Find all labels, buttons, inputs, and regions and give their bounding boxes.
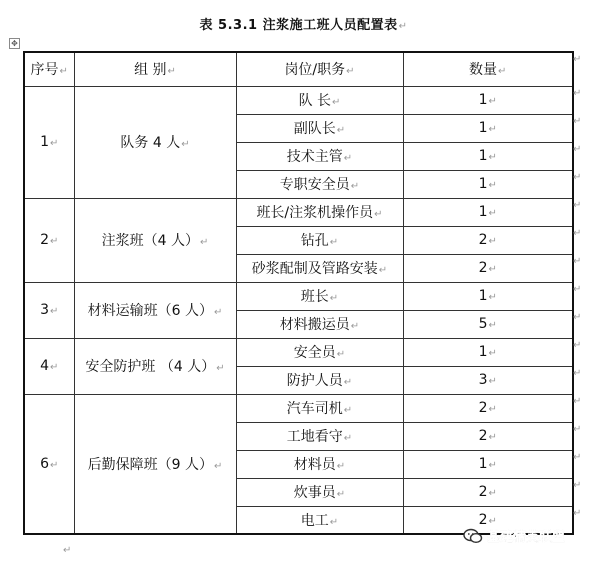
paragraph-mark: ↵ bbox=[50, 138, 59, 149]
paragraph-mark: ↵ bbox=[50, 362, 59, 373]
qty-cell bbox=[403, 338, 573, 366]
paragraph-mark: ↵ bbox=[181, 139, 190, 150]
paragraph-mark: ↵ bbox=[488, 432, 497, 443]
row-end-mark: ↵ bbox=[573, 508, 582, 519]
qty-value: 1 bbox=[478, 120, 488, 136]
paragraph-mark: ↵ bbox=[50, 236, 59, 247]
paragraph-mark: ↵ bbox=[488, 320, 497, 331]
post-cell bbox=[236, 394, 403, 422]
qty-value: 2 bbox=[478, 428, 488, 444]
watermark bbox=[463, 526, 565, 545]
paragraph-mark: ↵ bbox=[488, 236, 497, 247]
post-cell bbox=[236, 114, 403, 142]
post-name: 班长/注浆机操作员 bbox=[256, 205, 374, 221]
paragraph-mark: ↵ bbox=[488, 208, 497, 219]
paragraph-mark: ↵ bbox=[336, 349, 346, 360]
group-seq: 2 bbox=[40, 232, 50, 248]
paragraph-mark: ↵ bbox=[488, 348, 497, 359]
qty-cell bbox=[403, 114, 573, 142]
post-cell bbox=[236, 310, 403, 338]
paragraph-mark: ↵ bbox=[336, 489, 346, 500]
qty-cell bbox=[403, 310, 573, 338]
row-end-mark: ↵ bbox=[573, 368, 582, 379]
post-name: 工地看守 bbox=[286, 429, 343, 445]
post-cell bbox=[236, 338, 403, 366]
paragraph-mark: ↵ bbox=[488, 404, 497, 415]
qty-value: 1 bbox=[478, 344, 488, 360]
paragraph-mark: ↵ bbox=[332, 97, 341, 108]
row-end-mark: ↵ bbox=[573, 312, 582, 323]
table-title bbox=[0, 14, 607, 33]
paragraph-mark: ↵ bbox=[336, 461, 346, 472]
post-name: 班长 bbox=[300, 289, 329, 305]
post-name: 炊事员 bbox=[293, 485, 336, 501]
group-name-cell bbox=[74, 282, 236, 338]
paragraph-mark: ↵ bbox=[329, 516, 339, 528]
group-name-cell bbox=[74, 86, 236, 198]
paragraph-mark: ↵ bbox=[336, 125, 346, 136]
group-name-cell bbox=[74, 394, 236, 534]
qty-value: 2 bbox=[478, 511, 488, 528]
post-name: 防护人员 bbox=[286, 373, 343, 389]
qty-cell bbox=[403, 86, 573, 114]
paragraph-mark: ↵ bbox=[343, 405, 353, 416]
row-end-mark: ↵ bbox=[573, 116, 582, 127]
post-name: 电工 bbox=[300, 512, 329, 529]
qty-value: 1 bbox=[478, 456, 488, 472]
post-name: 材料员 bbox=[293, 457, 336, 473]
post-cell bbox=[236, 422, 403, 450]
qty-cell bbox=[403, 170, 573, 198]
header-qty: 数量↵ bbox=[403, 52, 573, 86]
group-seq-cell bbox=[24, 394, 74, 534]
post-cell bbox=[236, 226, 403, 254]
post-name: 专职安全员 bbox=[279, 177, 350, 193]
post-cell bbox=[236, 506, 403, 534]
row-end-mark: ↵ bbox=[573, 200, 582, 211]
group-name: 注浆班（4 人） bbox=[101, 233, 199, 249]
group-seq-cell bbox=[24, 338, 74, 394]
post-cell bbox=[236, 86, 403, 114]
row-end-mark: ↵ bbox=[573, 452, 582, 463]
qty-value: 1 bbox=[478, 288, 488, 304]
trailing-paragraph-mark: ↵ bbox=[63, 545, 72, 556]
paragraph-mark: ↵ bbox=[50, 459, 59, 471]
row-end-mark: ↵ bbox=[573, 256, 582, 267]
paragraph-mark: ↵ bbox=[488, 376, 497, 387]
qty-value: 3 bbox=[478, 372, 488, 388]
group-seq: 3 bbox=[40, 302, 50, 318]
paragraph-mark: ↵ bbox=[343, 433, 353, 444]
group-name: 材料运输班（6 人） bbox=[87, 303, 213, 319]
paragraph-mark: ↵ bbox=[488, 96, 497, 107]
group-seq: 6 bbox=[40, 455, 50, 472]
qty-cell bbox=[403, 422, 573, 450]
group-name: 后勤保障班（9 人） bbox=[87, 456, 213, 473]
table-row bbox=[24, 282, 573, 310]
qty-value: 2 bbox=[478, 400, 488, 416]
group-seq-cell bbox=[24, 198, 74, 282]
paragraph-mark: ↵ bbox=[378, 265, 388, 276]
paragraph-mark: ↵ bbox=[488, 460, 497, 471]
qty-cell bbox=[403, 282, 573, 310]
post-name: 安全员 bbox=[293, 345, 336, 361]
row-end-mark: ↵ bbox=[573, 172, 582, 183]
paragraph-mark: ↵ bbox=[488, 264, 497, 275]
paragraph-mark: ↵ bbox=[350, 181, 360, 192]
group-seq-cell bbox=[24, 282, 74, 338]
post-cell bbox=[236, 366, 403, 394]
paragraph-mark: ↵ bbox=[329, 293, 339, 304]
group-seq: 1 bbox=[40, 134, 50, 150]
row-end-mark: ↵ bbox=[573, 396, 582, 407]
group-name-cell bbox=[74, 198, 236, 282]
paragraph-mark: ↵ bbox=[488, 124, 497, 135]
header-post: 岗位/职务↵ bbox=[236, 52, 403, 86]
qty-value: 2 bbox=[478, 484, 488, 500]
qty-cell bbox=[403, 366, 573, 394]
paragraph-mark: ↵ bbox=[488, 292, 497, 303]
post-cell bbox=[236, 170, 403, 198]
paragraph-mark: ↵ bbox=[213, 307, 223, 318]
paragraph-mark: ↵ bbox=[398, 21, 408, 32]
post-cell bbox=[236, 142, 403, 170]
post-name: 钻孔 bbox=[300, 233, 329, 249]
table-row bbox=[24, 86, 573, 114]
paragraph-mark: ↵ bbox=[488, 180, 497, 191]
paragraph-mark: ↵ bbox=[488, 515, 497, 527]
group-name: 安全防护班 （4 人） bbox=[85, 359, 216, 375]
qty-value: 1 bbox=[478, 204, 488, 220]
row-end-mark: ↵ bbox=[573, 228, 582, 239]
watermark-text: 基建精英联盟 bbox=[487, 530, 566, 545]
table-move-handle-icon[interactable]: ✥ bbox=[9, 38, 20, 49]
qty-value: 1 bbox=[478, 92, 488, 108]
qty-value: 2 bbox=[478, 260, 488, 276]
row-end-mark: ↵ bbox=[573, 144, 582, 155]
post-name: 队 长 bbox=[298, 93, 332, 109]
row-end-mark: ↵ bbox=[573, 480, 582, 491]
paragraph-mark: ↵ bbox=[374, 209, 383, 220]
row-end-mark: ↵ bbox=[573, 284, 582, 295]
group-seq-cell bbox=[24, 86, 74, 198]
staff-table bbox=[23, 51, 574, 535]
row-end-mark: ↵ bbox=[573, 54, 582, 65]
paragraph-mark: ↵ bbox=[329, 237, 339, 248]
paragraph-mark: ↵ bbox=[213, 460, 223, 472]
post-name: 汽车司机 bbox=[286, 401, 343, 417]
header-row bbox=[24, 52, 573, 86]
qty-cell bbox=[403, 450, 573, 478]
header-group: 组 别↵ bbox=[74, 52, 236, 86]
paragraph-mark: ↵ bbox=[488, 152, 497, 163]
post-name: 砂浆配制及管路安装 bbox=[251, 261, 378, 277]
qty-cell bbox=[403, 198, 573, 226]
row-end-mark: ↵ bbox=[573, 340, 582, 351]
qty-value: 2 bbox=[478, 232, 488, 248]
post-name: 技术主管 bbox=[286, 149, 343, 165]
table-row bbox=[24, 198, 573, 226]
header-seq: 序号↵ bbox=[24, 52, 74, 86]
post-cell bbox=[236, 282, 403, 310]
group-seq: 4 bbox=[40, 358, 50, 374]
row-end-mark: ↵ bbox=[573, 88, 582, 99]
qty-value: 5 bbox=[478, 316, 488, 332]
post-cell bbox=[236, 478, 403, 506]
table-row bbox=[24, 338, 573, 366]
post-cell bbox=[236, 198, 403, 226]
paragraph-mark: ↵ bbox=[199, 237, 209, 248]
paragraph-mark: ↵ bbox=[350, 321, 360, 332]
qty-value: 1 bbox=[478, 148, 488, 164]
qty-value: 1 bbox=[478, 176, 488, 192]
qty-cell bbox=[403, 142, 573, 170]
qty-cell bbox=[403, 254, 573, 282]
group-name-cell bbox=[74, 338, 236, 394]
post-cell bbox=[236, 254, 403, 282]
qty-cell bbox=[403, 394, 573, 422]
table-title-text: 表 5.3.1 注浆施工班人员配置表 bbox=[199, 18, 398, 33]
paragraph-mark: ↵ bbox=[50, 306, 59, 317]
group-name: 队务 4 人 bbox=[120, 135, 181, 151]
wechat-icon bbox=[463, 528, 483, 544]
table-row bbox=[24, 394, 573, 422]
paragraph-mark: ↵ bbox=[343, 377, 353, 388]
paragraph-mark: ↵ bbox=[488, 488, 497, 499]
qty-cell bbox=[403, 226, 573, 254]
qty-cell bbox=[403, 478, 573, 506]
paragraph-mark: ↵ bbox=[343, 153, 353, 164]
post-name: 材料搬运员 bbox=[279, 317, 350, 333]
post-cell bbox=[236, 450, 403, 478]
paragraph-mark: ↵ bbox=[216, 363, 225, 374]
post-name: 副队长 bbox=[293, 121, 336, 137]
row-end-mark: ↵ bbox=[573, 424, 582, 435]
